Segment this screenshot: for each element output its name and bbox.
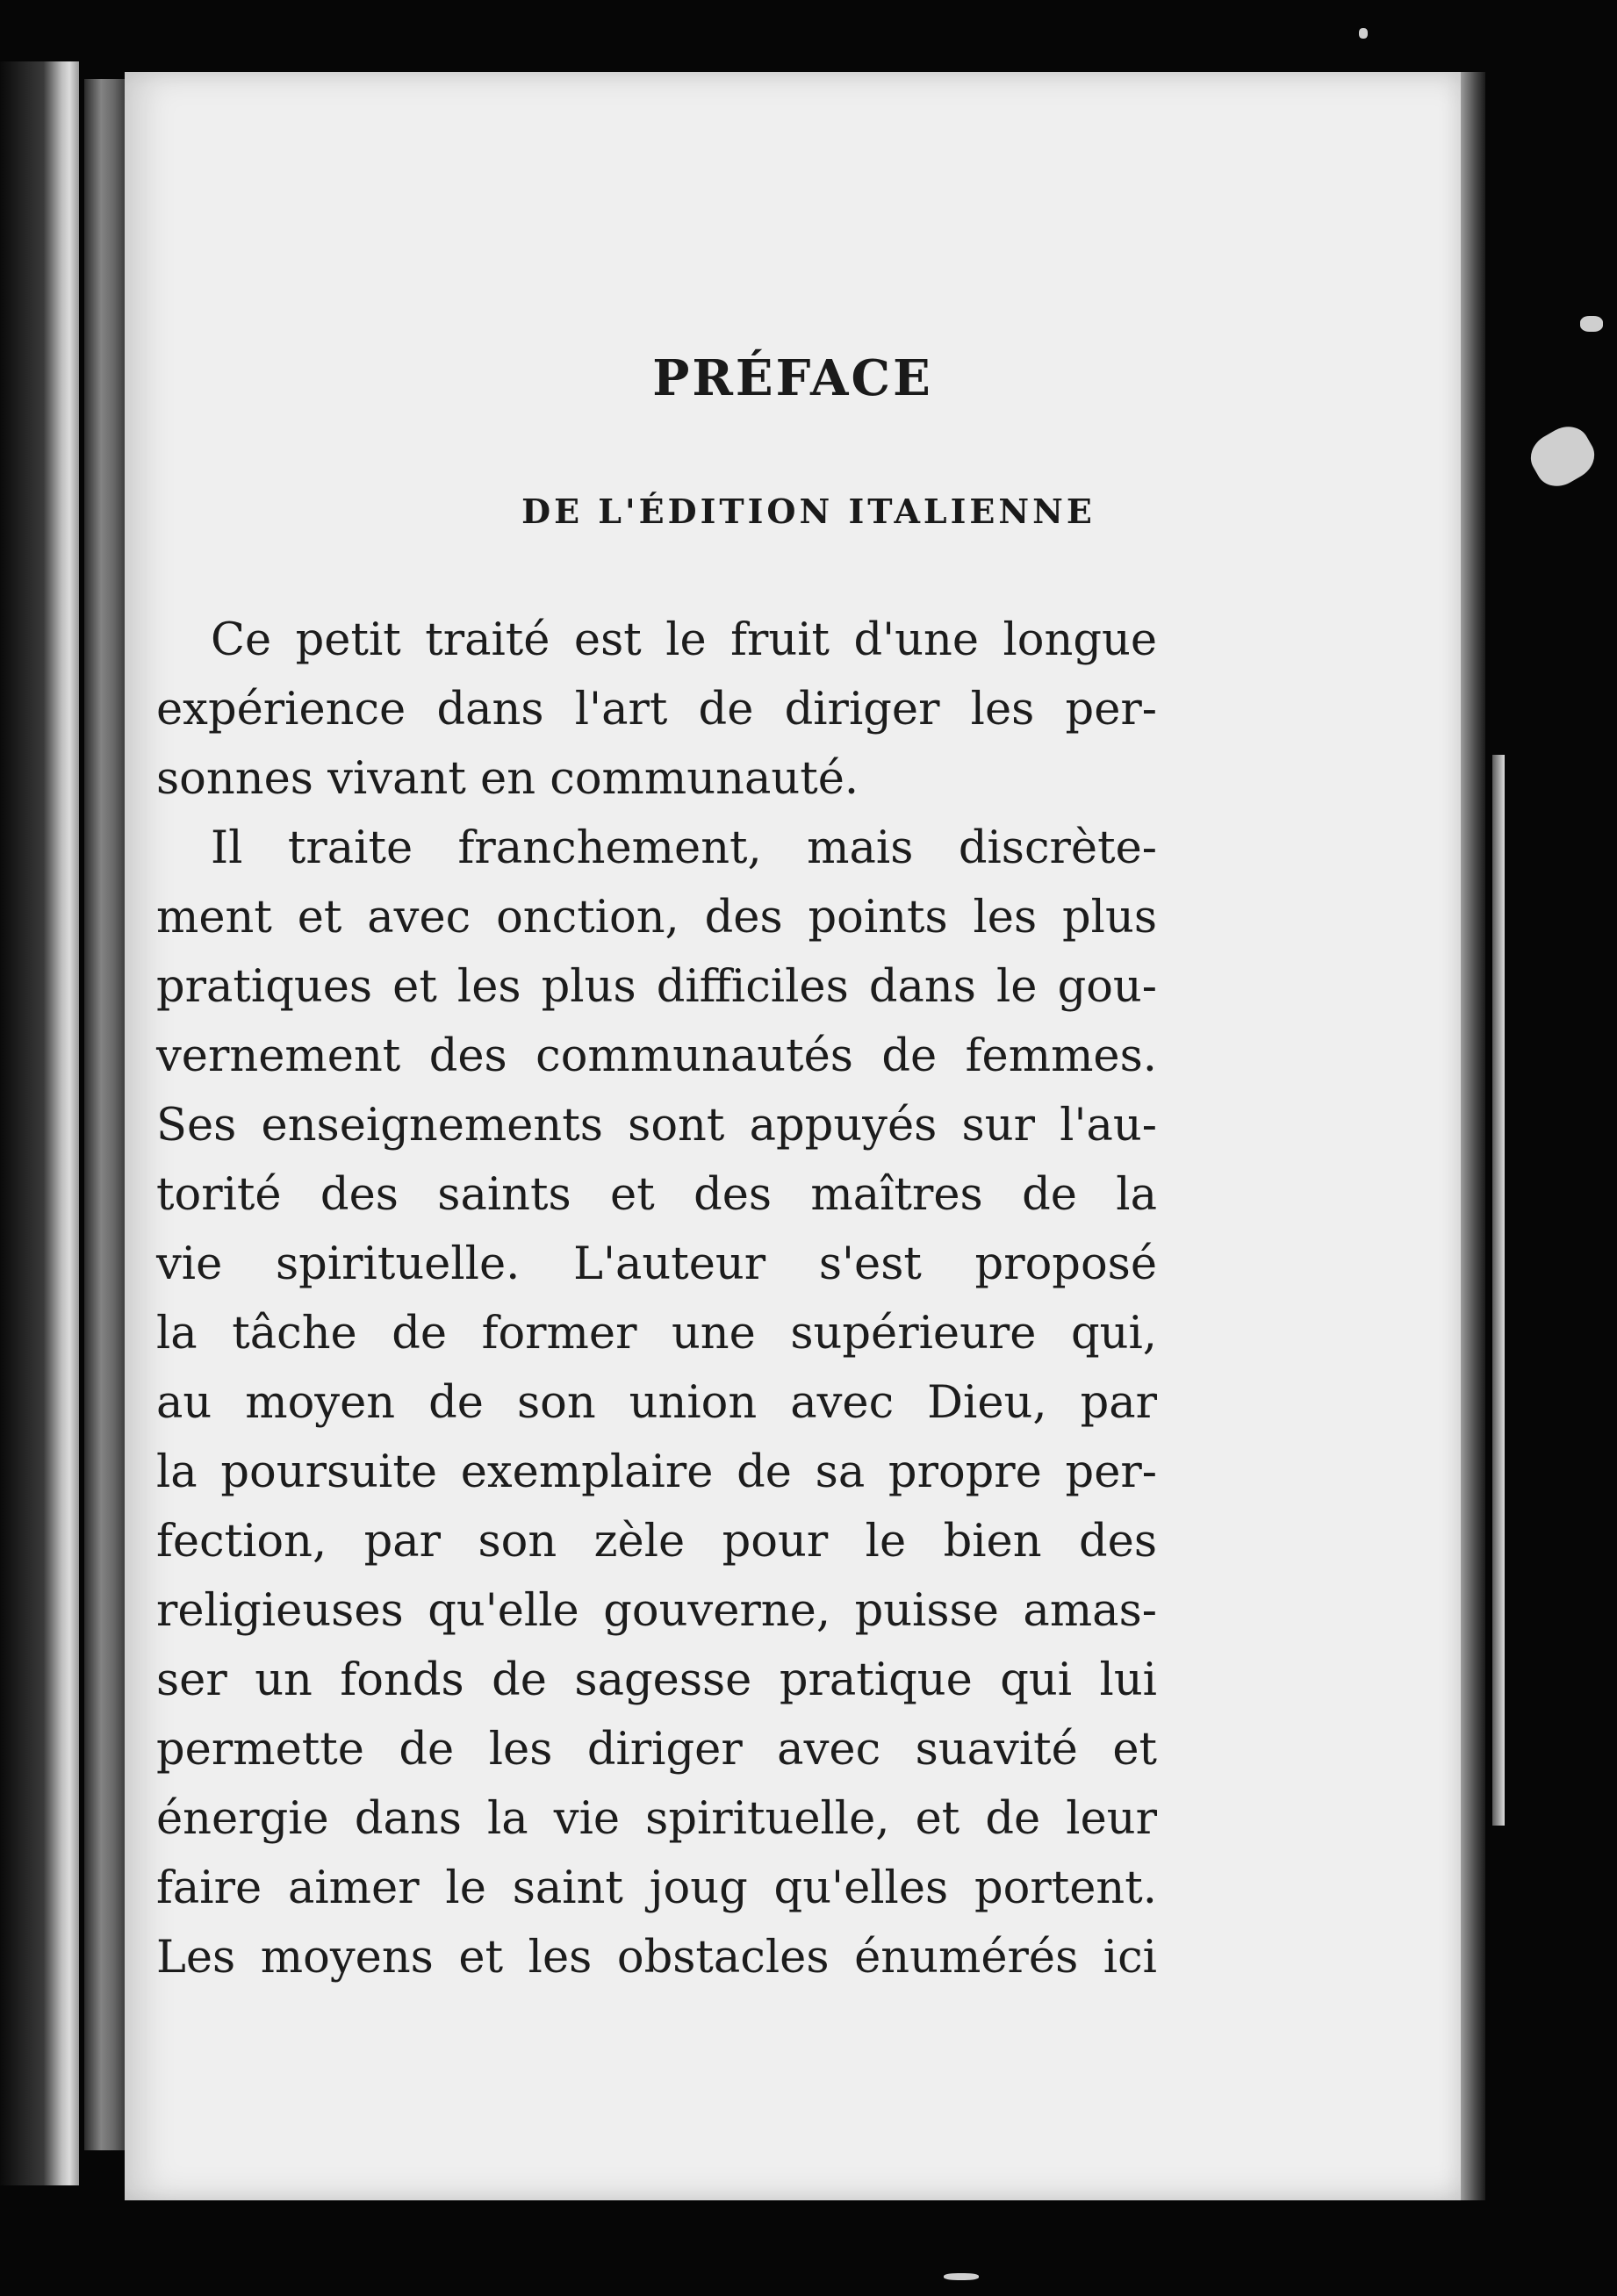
body-text [156,606,1157,1992]
dust-speck [944,2273,979,2280]
text-line: expérience dans l'art de diriger les per- [156,684,1157,735]
text-line: ser un fonds de sagesse pratique qui lui [156,1654,1157,1706]
text-line: au moyen de son union avec Dieu, par [156,1377,1157,1429]
dust-speck [1359,28,1368,39]
text-line: énergie dans la vie spirituelle, et de leur [156,1793,1157,1845]
text-line: religieuses qu'elle gouverne, puisse amas- [156,1585,1157,1637]
text-line: Ce petit traité est le fruit d'une longue [211,614,1157,666]
text-line: sonnes vivant en communauté. [156,753,859,805]
text-line: Il traite franchement, mais discrète- [211,822,1157,874]
text-line: ment et avec onction, des points les plus [156,892,1157,944]
text-line: permette de les diriger avec suavité et [156,1724,1157,1776]
text-line: fection, par son zèle pour le bien des [156,1516,1157,1568]
dust-speck [1523,419,1603,495]
left-page-edge [0,61,79,2185]
right-page-tab [1492,755,1505,1826]
text-line: pratiques et les plus difficiles dans le gou- [156,961,1157,1013]
right-page-edge [1461,72,1485,2200]
text-line: la poursuite exemplaire de sa propre per- [156,1446,1157,1498]
text-line: vernement des communautés de femmes. [156,1030,1157,1082]
dust-speck [1580,316,1603,332]
text-line: torité des saints et des maîtres de la [156,1169,1157,1221]
text-line: la tâche de former une supérieure qui, [156,1308,1157,1360]
text-line: Les moyens et les obstacles énumérés ici [156,1932,1157,1984]
text-line: Ses enseignements sont appuyés sur l'au- [156,1100,1157,1152]
page-subtitle: DE L'ÉDITION ITALIENNE [521,491,1096,531]
page-title: PRÉFACE [652,349,933,407]
binding-shadow [84,79,126,2150]
text-line: faire aimer le saint joug qu'elles portent. [156,1862,1157,1914]
text-line: vie spirituelle. L'auteur s'est proposé [156,1238,1157,1290]
